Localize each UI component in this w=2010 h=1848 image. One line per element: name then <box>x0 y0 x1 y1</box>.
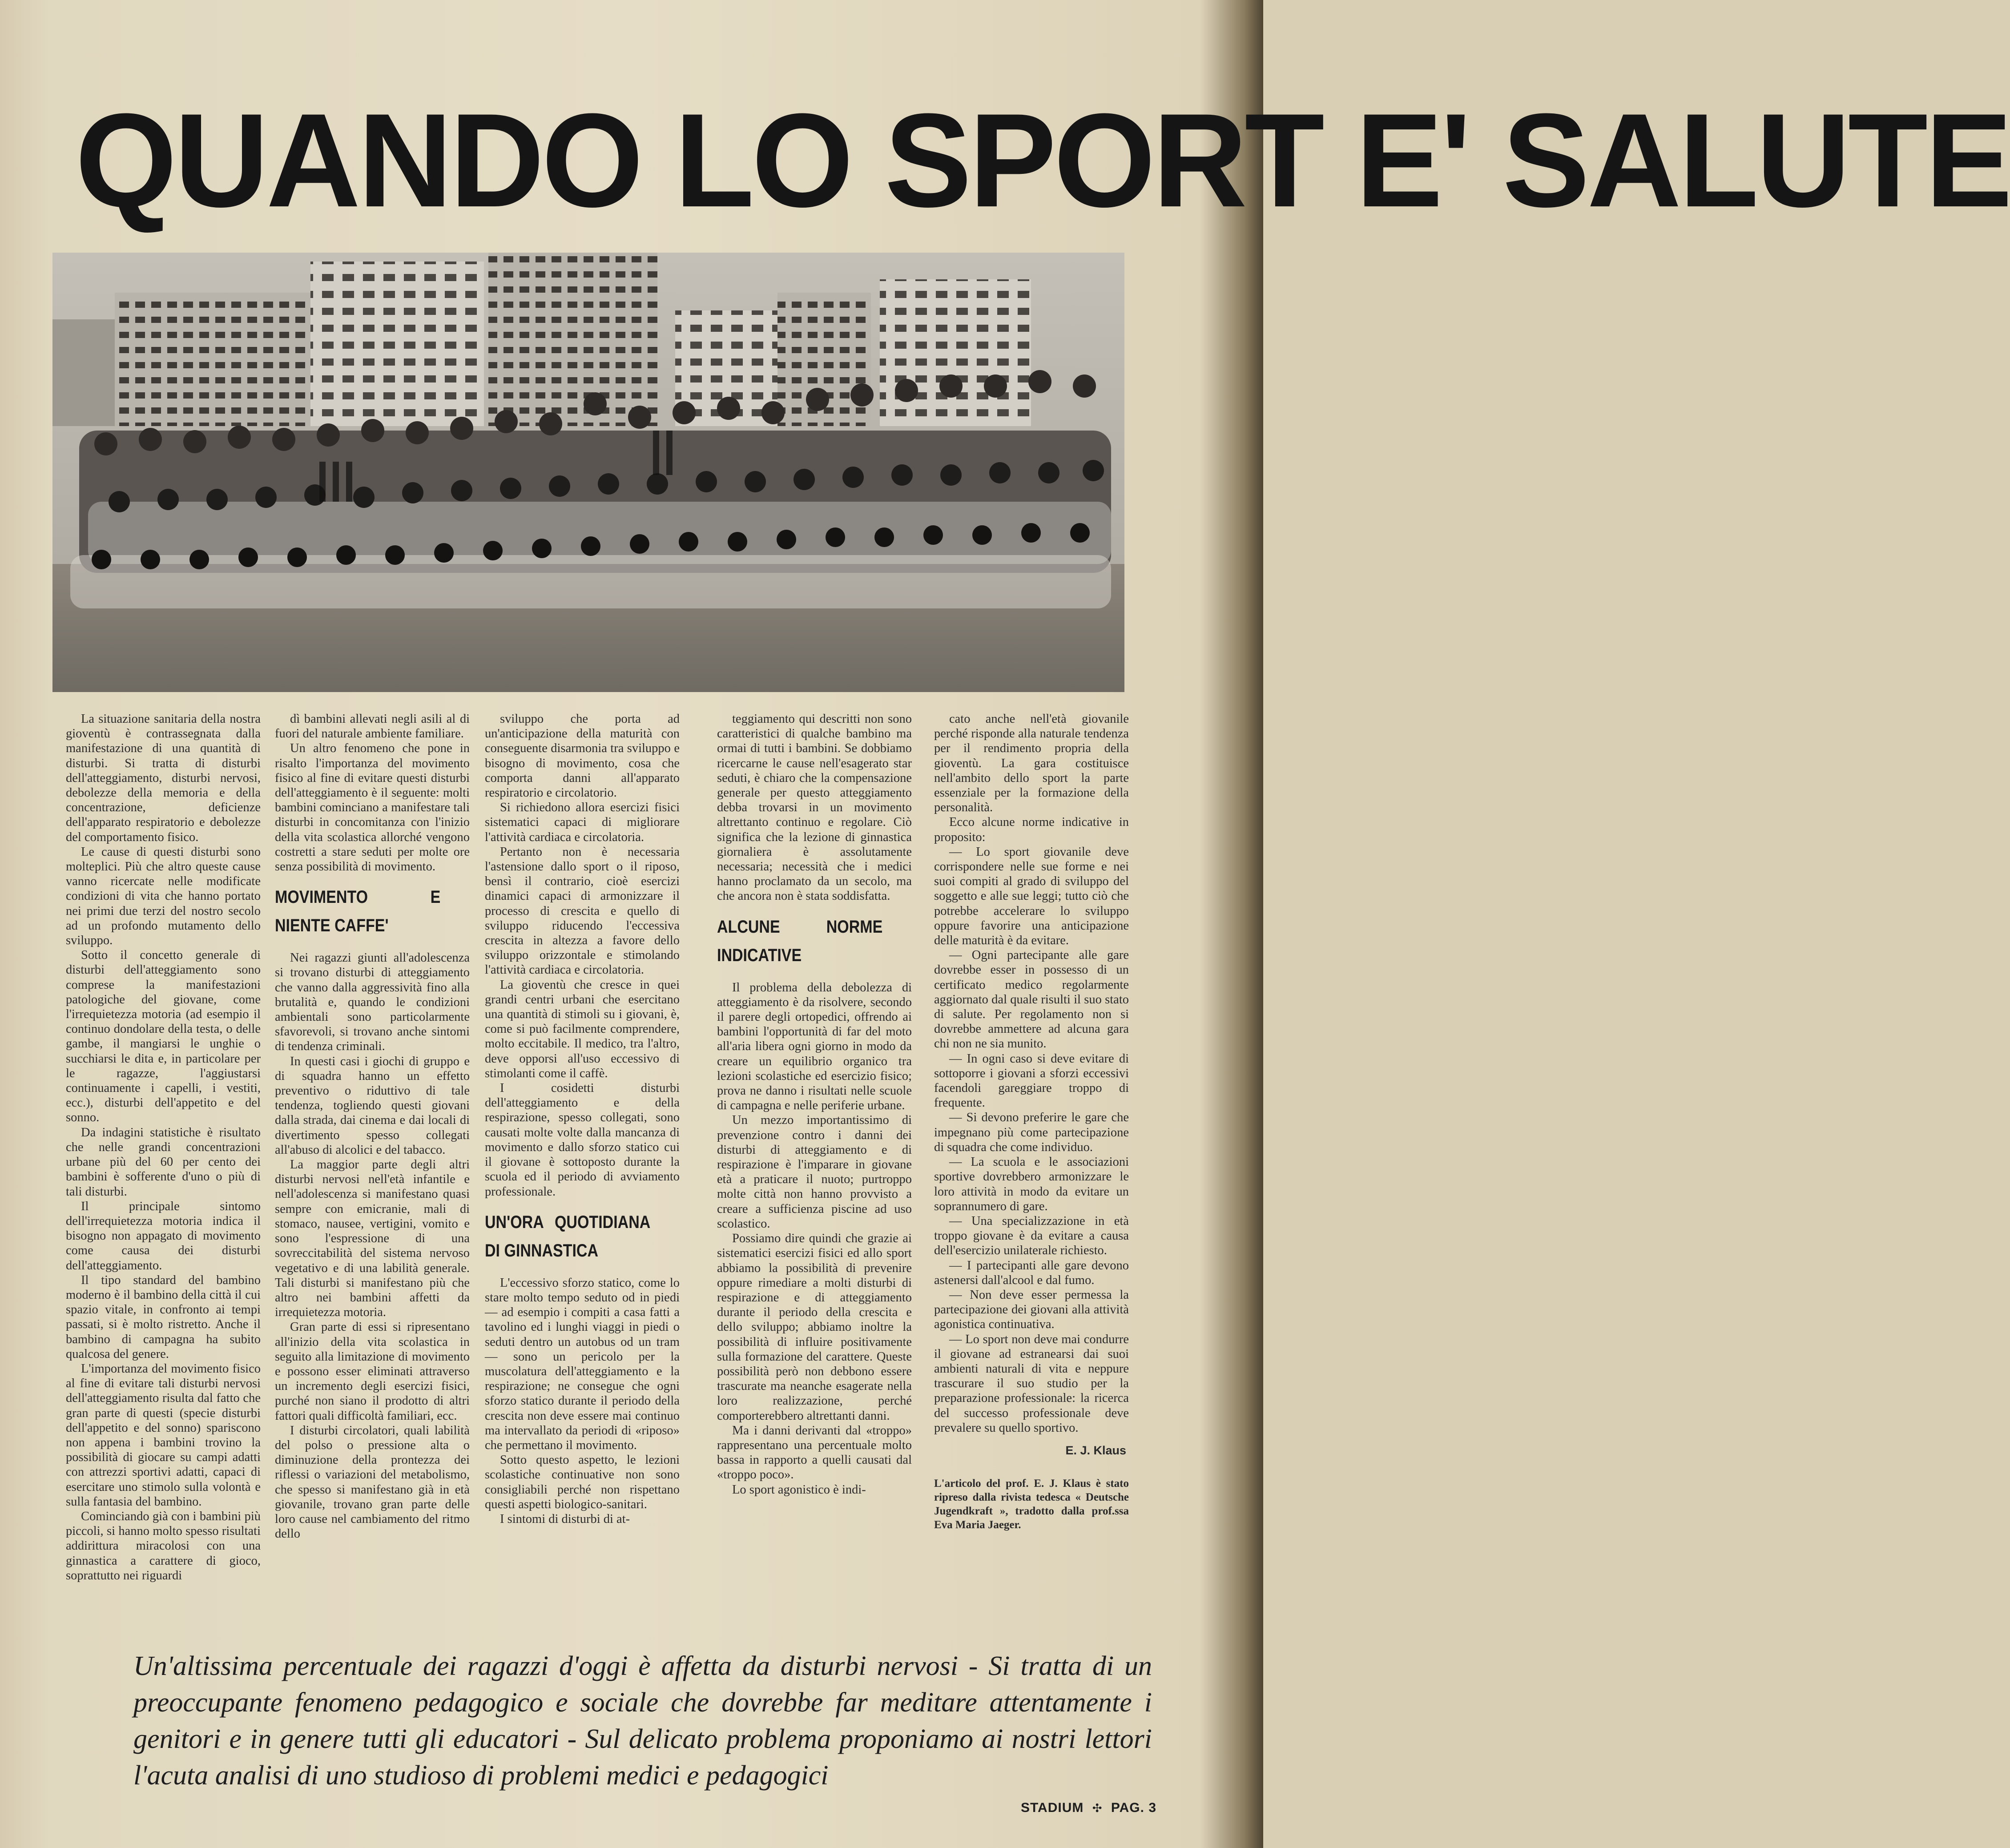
paragraph: sviluppo che porta ad un'anticipazione della maturità con conseguente disarmonia tra sviluppo e bisogno di movimento, cosa che comporta danni all'apparato respiratorio e circolatorio. <box>485 712 680 800</box>
paragraph: Possiamo dire quindi che grazie ai sistematici esercizi fisici ed allo sport abbiamo la possibilità di prevenire oppure rimediare a molti disturbi di respirazione e di atteggiamento durante il periodo della crescita e dello sviluppo; abbiamo inoltre la possibilità di influire positivamente sulla formazione del carattere. Queste possibilità però non debbono essere trascurate ma neanche esagerate nella loro realizzazione, perché comporterebbero altrettanti danni. <box>717 1232 912 1423</box>
paragraph: Si richiedono allora esercizi fisici sistematici capaci di migliorare l'attività cardiaca e circolatoria. <box>485 801 680 844</box>
paragraph: teggiamento qui descritti non sono caratteristici di qualche bambino ma ormai di tutti i bambini. Se dobbiamo ricercarne le cause nell'esagerato star seduti, è chiaro che la compensazione generale per questo atteggiamento debba trovarsi in un movimento altrettanto continuo e regolare. Ciò significa che la lezione di ginnastica giornaliera è assolutamente necessaria; necessità che i medici hanno proclamato da un secolo, ma che ancora non è stata soddisfatta. <box>717 712 912 903</box>
paragraph: — Si devono preferire le gare che impegnano più come partecipazione di squadra che come individuo. <box>934 1111 1129 1154</box>
article-column-1 <box>66 712 261 1650</box>
paragraph: — I partecipanti alle gare devono astenersi dall'alcool e dal fumo. <box>934 1258 1129 1287</box>
section-subheading: UN'ORA QUOTIDIANA DI GINNASTICA <box>485 1212 651 1260</box>
page-footer <box>979 1797 1156 1819</box>
paragraph: Un mezzo importantissimo di prevenzione contro i danni dei disturbi di atteggiamento e di respirazione è l'imparare in giovane età a praticare il nuoto; purtroppo molte città non hanno provvisto a creare a sufficienza piscine ad uso scolastico. <box>717 1113 912 1231</box>
paragraph: I cosidetti disturbi dell'atteggiamento e della respirazione, spesso collegati, sono causati molte volte dalla mancanza di movimento e dallo sforzo statico cui il giovane è sottoposto durante la scuola ed il periodo di avviamento professionale. <box>485 1081 680 1199</box>
paragraph: Gran parte di essi si ripresentano all'inizio della vita scolastica in seguito alla limitazione di movimento e possono esser eliminati attraverso un incremento degli esercizi fisici, purché non siano il prodotto di altri fattori quali difficoltà familiari, ecc. <box>275 1320 470 1423</box>
paragraph: La maggior parte degli altri disturbi nervosi nell'età infantile e nell'adolescenza si manifestano quasi sempre con emicranie, mali di stomaco, nausee, vertigini, vomito e sono l'espressione di una sovreccitabilità del sistema nervoso vegetativo e di una labilità generale. Tali disturbi si manifestano più che altro nei bambini affetti da irrequietezza motoria. <box>275 1158 470 1320</box>
article-column-4 <box>717 712 912 1650</box>
paragraph: Sotto il concetto generale di disturbi dell'atteggiamento sono comprese la manifestazioni patologiche del giovane, come l'irrequietezza motoria (ad esempio il continuo dondolare della testa, o delle gambe, il mangiarsi le unghie o succhiarsi le dita e, in particolare per le ragazze, l'aggiustarsi continuamente i capelli, i vestiti, ecc.), disturbi dell'appetito e del sonno. <box>66 948 261 1125</box>
paragraph: Il principale sintomo dell'irrequietezza motoria indica il bisogno non appagato di movimento come causa dei disturbi dell'atteggiamento. <box>66 1199 261 1272</box>
article-column-3 <box>485 712 680 1650</box>
paragraph: — La scuola e le associazioni sportive dovrebbero armonizzare le loro attività in modo da evitare un soprannumero di gare. <box>934 1155 1129 1213</box>
paragraph: I disturbi circolatori, quali labilità del polso o pressione alta o diminuzione della prontezza dei riflessi o variazioni del metabolismo, che spesso si manifestano già in età giovanile, trovano gran parte delle loro cause nel cambiamento del ritmo dello <box>275 1423 470 1541</box>
paragraph: Ecco alcune norme indicative in proposito: <box>934 815 1129 844</box>
team-photo-illustration <box>52 253 1124 692</box>
paragraph: Il problema della debolezza di atteggiamento è da risolvere, secondo il parere degli ortopedici, offrendo ai bambini l'opportunità di far del moto all'aria libera ogni giorno in modo da creare un equilibrio organico tra lezioni scolastiche ed esercizio fisico; prova ne danno i risultati nelle scuole di campagna e nelle periferie urbane. <box>717 980 912 1113</box>
paragraph: La situazione sanitaria della nostra gioventù è contrassegnata dalla manifestazione di una quantità di disturbi. Si tratta di disturbi dell'atteggiamento, disturbi nervosi, debolezze della memoria e della concentrazione, deficienze dell'apparato respiratorio e debolezze del comportamento fisico. <box>66 712 261 844</box>
paragraph: Da indagini statistiche è risultato che nelle grandi concentrazioni urbane più del 60 per cento dei bambini è sofferente d'uno o più di tali disturbi. <box>66 1125 261 1199</box>
paragraph: L'eccessivo sforzo statico, come lo stare molto tempo seduto od in piedi — ad esempio i compiti a casa fatti a tavolino ed i lunghi viaggi in piedi o seduti dentro un autobus od un tram — sono un pericolo per la muscolatura dell'atteggiamento e la respirazione; ne consegue che ogni sforzo statico durante il periodo della crescita non deve essere mai continuo ma intervallato da periodi di «riposo» che permettano il movimento. <box>485 1276 680 1452</box>
paragraph: Ma i danni derivanti dal «troppo» rappresentano una percentuale molto bassa in rapporto a quelli causati dal «troppo poco». <box>717 1423 912 1482</box>
paragraph: In questi casi i giochi di gruppo e di squadra hanno un effetto preventivo o riduttivo di tale tendenza, togliendo questi giovani dalla strada, dai cinema e dai locali di divertimento spesso collegati all'abuso di alcolici e del tabacco. <box>275 1054 470 1157</box>
source-note: L'articolo del prof. E. J. Klaus è stato ripreso dalla rivista tedesca « Deutsche Jugendkraft », tradotto dalla prof.ssa Eva Maria Jaeger. <box>934 1478 1129 1531</box>
paragraph: dì bambini allevati negli asili al di fuori del naturale ambiente familiare. <box>275 712 470 741</box>
paragraph: Lo sport agonistico è indi- <box>732 1482 866 1497</box>
section-subheading: MOVIMENTO E NIENTE CAFFE' <box>275 887 441 936</box>
team-group-photo <box>52 253 1124 692</box>
paragraph: — Ogni partecipante alle gare dovrebbe esser in possesso di un certificato medico regolarmente aggiornato dal quale risulti il suo stato di salute. Per regolamento non si dovrebbe ammettere ad alcuna gara chi non ne sia munito. <box>934 948 1129 1051</box>
headline: QUANDO LO SPORT E' SALUTE <box>75 85 2010 235</box>
paragraph: Cominciando già con i bambini più piccoli, si hanno molto spesso risultati addirittura miracolosi con una ginnastica a carattere di gioco, soprattutto nei riguardi <box>66 1509 261 1582</box>
article-column-5 <box>934 712 1129 1650</box>
paragraph: I sintomi di disturbi di at- <box>500 1512 630 1526</box>
paragraph: L'importanza del movimento fisico al fine di evitare tali disturbi nervosi dell'atteggiamento risulta dal fatto che gran parte di questi (specie disturbi dell'appetito e del sonno) spariscono non appena i bambini trovino la possibilità di giocare su campi adatti con attrezzi sportivi adatti, capaci di esercitare uno stimolo sulla volontà e sulla fantasia del bambino. <box>66 1361 261 1509</box>
article-column-2 <box>275 712 470 1650</box>
paragraph: cato anche nell'età giovanile perché risponde alla naturale tendenza per il rendimento propria della gioventù. La gara costituisce nell'ambito dello sport la parte essenziale per la formazione della personalità. <box>934 712 1129 815</box>
magazine-name: STADIUM <box>1020 1800 1084 1815</box>
paragraph: Un altro fenomeno che pone in risalto l'importanza del movimento fisico al fine di evitare questi disturbi dell'atteggiamento è il seguente: molti bambini cominciano a manifestare tali disturbi in concomitanza con l'inizio della vita scolastica allorché vengono costretti a stare seduti per molte ore senza possibilità di movimento. <box>275 741 470 874</box>
article-deck: Un'altissima percentuale dei ragazzi d'oggi è affetta da disturbi nervosi - Si tratta di un preoccupante fenomeno pedagogico e sociale che dovrebbe far meditare attentamente i genitori e in genere tutti gli educatori - Sul delicato problema proponiamo ai nostri lettori l'acuta analisi di uno studioso di problemi medici e pedagogici <box>133 1651 1152 1791</box>
paragraph: Sotto questo aspetto, le lezioni scolastiche continuative non sono consigliabili perché non rispettano questi aspetti biologico-sanitari. <box>485 1453 680 1511</box>
paragraph: — Lo sport giovanile deve corrispondere nelle sue forme e nei suoi compiti al grado di sviluppo del soggetto e alle sue leggi; tutto ciò che potrebbe accelerare lo sviluppo oppure favorire una anticipazione delle maturità è da evitare. <box>934 845 1129 948</box>
page-number: PAG. 3 <box>1111 1800 1156 1815</box>
author-byline: E. J. Klaus <box>1065 1443 1126 1457</box>
paragraph: Il tipo standard del bambino moderno è il bambino della città il cui spazio vitale, in confronto ai tempi passati, si è molto ristretto. Anche il bambino di campagna ha subito qualcosa del genere. <box>66 1273 261 1361</box>
paragraph: — Lo sport non deve mai condurre il giovane ad estranearsi dai suoi ambienti naturali di vita e neppure trascurare il suo studio per la preparazione professionale: la ricerca del successo professionale deve prevalere su quello sportivo. <box>934 1332 1129 1435</box>
paragraph: La gioventù che cresce in quei grandi centri urbani che esercitano una quantità di stimoli su i giovani, è, come si può facilmente comprendere, molto eccitabile. Il medico, tra l'altro, deve opporsi all'uso eccessivo di stimolanti come il caffè. <box>485 978 680 1080</box>
paragraph: — Non deve esser permessa la partecipazione dei giovani alla attività agonistica continuativa. <box>934 1288 1129 1332</box>
paragraph: Nei ragazzi giunti all'adolescenza si trovano disturbi di atteggiamento che vanno dalla aggressività fino alla brutalità e, quando le condizioni ambientali sono particolarmente sfavorevoli, si trovano anche sintomi di tendenza criminali. <box>275 951 470 1054</box>
paragraph: Le cause di questi disturbi sono molteplici. Più che altro queste cause vanno ricercate nelle modificate condizioni di vita che hanno portato nei primi due terzi del nostro secolo ad un profondo mutamento dello sviluppo. <box>66 845 261 948</box>
ornament-icon: ✣ <box>1092 1801 1103 1815</box>
paragraph: — Una specializzazione in età troppo giovane è da evitare a causa dell'esercizio unilaterale richiesto. <box>934 1214 1129 1258</box>
paragraph: — In ogni caso si deve evitare di sottoporre i giovani a sforzi eccessivi facendoli gareggiare troppo di frequente. <box>934 1051 1129 1110</box>
section-subheading: ALCUNE NORME INDICATIVE <box>717 917 883 965</box>
paragraph: Pertanto non è necessaria l'astensione dallo sport o il riposo, bensì il contrario, cioè esercizi dinamici capaci di armonizzare il processo di crescita e quello di sviluppo riducendo l'eccessiva crescita in altezza a favore dello sviluppo orizzontale e stimolando l'attività cardiaca e circolatoria. <box>485 845 680 977</box>
